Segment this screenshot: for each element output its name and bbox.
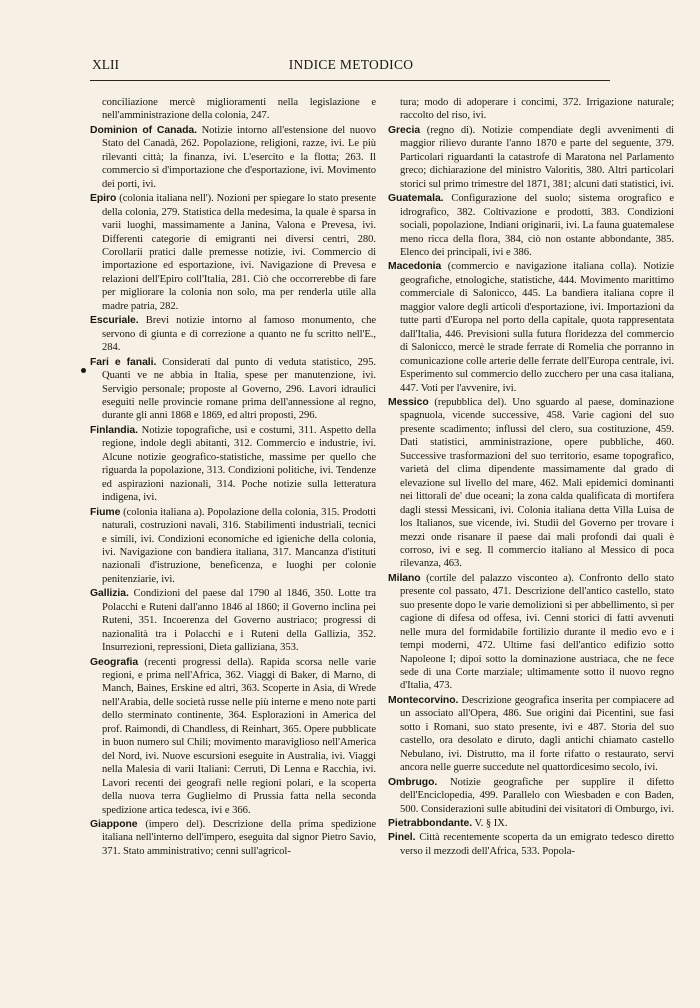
entry-text: (recenti progressi della). Rapida scorsa nelle varie regioni, e prima nell'Africa, 362. Viaggi di Baker, di Marno, di Manch, Baines, Erskine ed altri, 363. Scoperte in Asia, di Wrede nell'Arabia, delle società russe nelle più interne e meno note parti dello sterminato continente, 364. Esplorazioni in America del prof. Raimondi, di Chandless, di Reinhart, 365. Opere pubblicate in buon numero sul Chili; movimento maraviglioso nell'America del Nord, ivi. Nuove escursioni eseguite in Australia, ivi. Viaggi nella Malesia di varii Italiani: Cerruti, Di Lenna e Racchia, ivi. Lavori recenti dei geografi nelle regioni polari, e la scoperta della nuova terra Guglielmo di Prussia fatta nella seconda spedizione artica tedesca, ivi e 366. bbox=[102, 656, 376, 816]
entry-text: Considerati dal punto di veduta statistico, 295. Quanti ve ne abbia in Italia, spese per manutenzione, ivi. Servigio personale; proposte al Governo, 296. Lavori idraulici eseguiti nelle provincie romane prima dell'annessione al regno, durante gli anni 1868 e 1869, ed altri proposti, 296. bbox=[102, 356, 376, 422]
entry-heading: Guatemala. bbox=[388, 193, 444, 205]
index-entry bbox=[90, 192, 376, 313]
entry-heading: Dominion of Canada. bbox=[90, 124, 197, 136]
header-rule bbox=[90, 80, 610, 81]
entry-text: (repubblica del). Uno sguardo al paese, dominazione spagnuola, vicende successive, 458. Varie cagioni del suo presente scadimento; influssi del clero, sua costituzione, 459. Dati statistici, amministrazione, opere pubbliche, 460. Successive trasformazioni del suo territorio, esame topografico, varietà del clima dipendente massimamente dal grado di elevazione sul livello del mare, 462. Mali epidemici dominanti nei littorali de' due oceani; la zona calda qualificata di mortifera dagli stessi Messicani, ivi. Colonia italiana detta Villa Luisa de los Italianos, sue vicende, ivi. Studii del Governo per trovare i mezzi onde risanare il paese dai mali profondi dai quali è corroso, ivi e seg. Il commercio italiano al Messico di poca rilevanza, 463. bbox=[400, 396, 674, 570]
right-column bbox=[388, 96, 674, 976]
index-entry bbox=[388, 396, 674, 571]
entry-text: Configurazione del suolo; sistema orografico e idrografico, 382. Coltivazione e prodotti, 383. Condizioni sociali, popolazione, Indiani originarii, ivi. La fauna guatemalese meno ricca della flora, 384, ciò non ostante abbondante, 385. Elenco dei principali, ivi e 386. bbox=[400, 193, 674, 258]
entry-heading: Macedonia bbox=[388, 261, 442, 273]
index-entry bbox=[90, 818, 376, 858]
entry-text: (colonia italiana a). Popolazione della colonia, 315. Prodotti naturali, costruzioni navali, 316. Stabilimenti industriali, tecnici e simili, ivi. Condizioni economiche ed igieniche della colonia, ivi. Navigazione con bandiera italiana, 317. Mancanza d'istituti nazionali d'istruzione, beneficenza, e luoghi per colonie penitenziarie, ivi. bbox=[102, 506, 376, 585]
entry-text: Descrizione geografica inserita per compiacere ad un associato all'Opera, 486. Sue origini dai Picentini, sue fasi sotto i Romani, suo stato presente, ivi e 487. Storia del suo castello, ora desolato e diruto, dagli antichi chiamato castello Nebulano, ivi. Distrutto, ma il forte rifatto o restaurato, servì ancora nelle guerre succedute nel quattordicesimo secolo, ivi. bbox=[400, 694, 674, 774]
entry-heading: Epiro bbox=[90, 193, 117, 205]
entry-text: (impero del). Descrizione della prima spedizione italiana nell'interno dell'impero, eseguita dal signor Pietro Savio, 371. Stato amministrativo; cenni sull'agricol- bbox=[102, 819, 376, 857]
entry-text: Notizie topografiche, usi e costumi, 311. Aspetto della regione, indole degli abitanti, 312. Commercio e industrie, ivi. Alcune notizie geografico-statistiche, massime per quello che riguarda la popolazione, 313. Condizioni politiche, ivi. Tendenze ed aspirazioni nazionali, 314. Poche notizie sulla letteratura indigena, ivi. bbox=[102, 424, 376, 504]
entry-heading: Gallizia. bbox=[90, 588, 129, 600]
index-entry bbox=[90, 314, 376, 354]
margin-dot bbox=[81, 368, 86, 373]
index-entry bbox=[388, 572, 674, 693]
index-entry bbox=[388, 831, 674, 858]
entry-heading: Escuriale. bbox=[90, 315, 139, 327]
entry-text: Notizie intorno all'estensione del nuovo Stato del Canadà, 262. Popolazione, religioni, razze, ivi. Le più rilevanti città; la finanza, ivi. L'esercito e la flotta; 263. Il commercio sì d'importazione che d'esportazione, ivi. Movimento dei porti, ivi. bbox=[102, 124, 376, 190]
entry-heading: Grecia bbox=[388, 124, 421, 136]
page-number: XLII bbox=[92, 57, 119, 72]
entry-heading: Pinel. bbox=[388, 832, 416, 844]
entry-text: (commercio e navigazione italiana colla). Notizie geografiche, etnologiche, statistiche, 444. Movimento marittimo commerciale di Salonicco, 445. La bandiera italiana copre il maggior valore degli articoli d'esportazione, ivi. Importazioni da tutte parti d'Europa nel porto della capitale, quota rappresentata dall'Italia, 446. Previsioni sulla futura floridezza del commercio di Salonicco, mercè le strade ferrate di Romelia che porranno in comunicazione colle arterie delle ferrate dell'Europa centrale, ivi. Esperimento sul commercio dello zucchero per una casa italiana, 447. Voti per l'avvenire, ivi. bbox=[400, 261, 674, 394]
index-entry bbox=[90, 587, 376, 654]
entry-heading: Giappone bbox=[90, 819, 138, 831]
entry-heading: Ombrugo. bbox=[388, 776, 438, 788]
left-column bbox=[90, 96, 376, 976]
index-entry bbox=[90, 356, 376, 423]
index-entry bbox=[388, 96, 674, 123]
entry-text: conciliazione mercè miglioramenti nella legislazione e nell'amministrazione della colonia, 247. bbox=[102, 97, 376, 122]
entry-text: Condizioni del paese dal 1790 al 1846, 350. Lotte tra Polacchi e Ruteni dall'anno 1846 al 1860; il Governo inclina pei Ruteni, 351. Incoerenza del Governo austriaco; progressi di nazionalità tra i Polacchi e i Ruteni della Gallizia, 352. Insurrezioni, repressioni, Dieta gallìziana, 353. bbox=[102, 588, 376, 654]
entry-heading: Messico bbox=[388, 396, 429, 408]
index-entry bbox=[388, 817, 674, 830]
index-entry bbox=[90, 506, 376, 587]
index-entry bbox=[90, 124, 376, 191]
page-header bbox=[92, 57, 610, 79]
index-entry bbox=[388, 776, 674, 816]
entry-heading: Fiume bbox=[90, 506, 121, 518]
entry-text: V. § IX. bbox=[474, 818, 508, 830]
index-entry bbox=[90, 424, 376, 505]
entry-heading: Montecorvino. bbox=[388, 694, 459, 706]
entry-heading: Pietrabbondante. bbox=[388, 818, 473, 830]
entry-text: Brevi notizie intorno al famoso monumento, che servono di giunta e di correzione a quanto ne fu scritto nell'E., 284. bbox=[102, 315, 376, 354]
entry-heading: Milano bbox=[388, 572, 421, 584]
entry-heading: Fari e fanali. bbox=[90, 356, 157, 368]
entry-heading: Finlandia. bbox=[90, 424, 138, 436]
entry-text: Notizie geografiche per supplire il difetto dell'Enciclopedia, 499. Parallelo con Wiesbaden e con Baden, 500. Considerazioni sulle abitudini dei visitatori di Omburgo, ivi. bbox=[400, 776, 674, 815]
entry-heading: Geografia bbox=[90, 656, 139, 668]
entry-text: (cortile del palazzo visconteo a). Confronto dello stato presente col passato, 471. Descrizione dell'antico castello, stato suo presente dopo le varie demolizioni sì per abbellimento, sì per cagione di difesa od offesa, ivi. Cenni storici di fatti avvenuti nelle mura del formidabile fortilizio durante il medio evo e i tempi moderni, 472. Ultime fasi dell'antico edifizio sotto Napoleone I; dipoi sotto la dominazione austriaca, che ne fece sede di una Corte marziale; ultimamente sotto il nuovo regno d'Italia, 473. bbox=[400, 572, 674, 692]
entry-text: tura; modo di adoperare i concimi, 372. Irrigazione naturale; raccolto del riso, ivi. bbox=[400, 97, 674, 122]
index-entry bbox=[388, 124, 674, 191]
index-entry bbox=[388, 192, 674, 259]
index-entry bbox=[388, 694, 674, 775]
entry-text: Città recentemente scoperta da un emigrato tedesco diretto verso il mezzodì dell'Africa, 533. Popola- bbox=[400, 832, 674, 857]
running-title: INDICE METODICO bbox=[288, 57, 414, 72]
index-entry bbox=[90, 96, 376, 123]
entry-text: (colonia italiana nell'). Nozioni per spiegare lo stato presente della colonia, 279. Statistica della medesima, la quale è sparsa in varii luoghi, massimamente a Janina, Valona e Prevesa, ivi. Differenti categorie di emigranti nei diversi centri, 280. Corollarii pratici dalle premesse notizie, ivi. Commercio di importazione ed esportazione, ivi. Navigazione di Prevesa e relazioni dell'Epiro coll'Italia, 281. Ciò che occorrerebbe di fare per migliorare la colonia non solo, ma per renderla utile alla madre patria, 282. bbox=[102, 193, 376, 312]
index-entry bbox=[90, 656, 376, 817]
index-entry bbox=[388, 260, 674, 395]
entry-text: (regno di). Notizie compendiate degli avvenimenti di maggior rilievo durante l'anno 1870 e parte del seguente, 379. Particolari riguardanti la catastrofe di Maratona nel Parlamento greco; dichiarazione del ministro Valoritis, 380. Altri particolari storici sul primo trimestre del 1871, 381; alcuni dati statistici, ivi. bbox=[400, 124, 674, 190]
